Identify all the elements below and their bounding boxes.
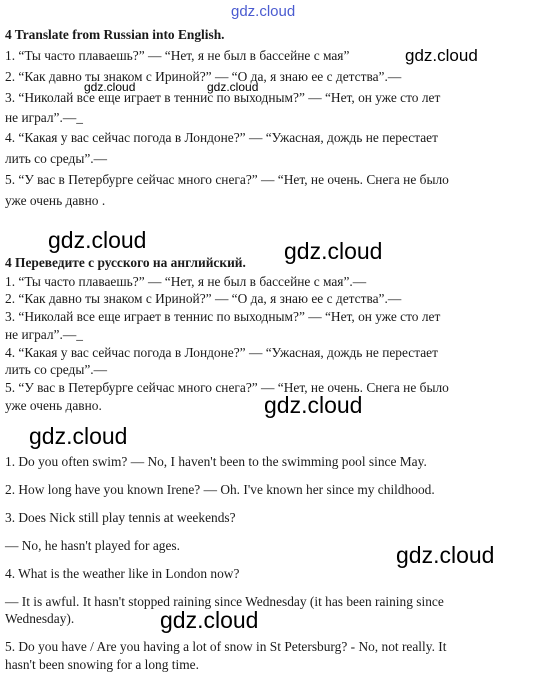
task-line: не играл”.—_ (5, 327, 83, 342)
task-line: уже очень давно. (5, 398, 102, 413)
answer-line: hasn't been snowing for a long time. (5, 657, 199, 672)
answer-line: 3. Does Nick still play tennis at weekends? (5, 510, 236, 525)
watermark: gdz.cloud (48, 227, 147, 253)
watermark-top: gdz.cloud (231, 3, 296, 20)
watermark: gdz.cloud (29, 423, 128, 449)
answer-line: — No, he hasn't played for ages. (5, 538, 180, 553)
watermark: gdz.cloud (405, 46, 478, 65)
answer-line: 2. How long have you known Irene? — Oh. I've known her since my childhood. (5, 482, 435, 497)
task-line: уже очень давно . (5, 193, 106, 208)
watermark: gdz.cloud (284, 238, 383, 264)
section-heading: 4 Translate from Russian into English. (5, 27, 225, 42)
watermark: gdz.cloud (396, 542, 495, 568)
watermark: gdz.cloud (84, 80, 136, 94)
watermark: gdz.cloud (207, 80, 259, 94)
task-line: лить со среды”.— (5, 151, 108, 166)
answer-line: 1. Do you often swim? — No, I haven't been to the swimming pool since May. (5, 454, 427, 469)
task-line: 2. “Как давно ты знаком с Ириной?” — “О да, я знаю ее с детства”.— (5, 291, 402, 306)
task-line: 3. “Николай все еще играет в теннис по выходным?” — “Нет, он уже сто лет (5, 309, 441, 324)
answer-line: — It is awful. It hasn't stopped raining since Wednesday (it has been raining since (5, 594, 444, 609)
answer-line: Wednesday). (5, 611, 75, 626)
task-line: 2. “Как давно ты знаком с Ириной?” — “О да, я знаю ее с детства”.— (5, 69, 402, 84)
task-line: не играл”.—_ (5, 110, 83, 125)
section-heading: 4 Переведите с русского на английский. (5, 255, 246, 270)
task-line: 4. “Какая у вас сейчас погода в Лондоне?” — “Ужасная, дождь не перестает (5, 345, 438, 360)
task-line: 1. “Ты часто плаваешь?” — “Нет, я не был в бассейне с мая”.— (5, 274, 367, 289)
task-line: 4. “Какая у вас сейчас погода в Лондоне?” — “Ужасная, дождь не перестает (5, 130, 438, 145)
task-line: 5. “У вас в Петербурге сейчас много снега?” — “Нет, не очень. Снега не было (5, 380, 449, 395)
answer-line: 5. Do you have / Are you having a lot of snow in St Petersburg? - No, not really. It (5, 639, 447, 654)
watermark: gdz.cloud (264, 392, 363, 418)
task-line: 3. “Николай все еще играет в теннис по выходным?” — “Нет, он уже сто лет (5, 90, 441, 105)
task-line: 1. “Ты часто плаваешь?” — “Нет, я не был в бассейне с мая” (5, 48, 350, 63)
answer-line: 4. What is the weather like in London now? (5, 566, 240, 581)
task-line: 5. “У вас в Петербурге сейчас много снега?” — “Нет, не очень. Снега не было (5, 172, 449, 187)
task-line: лить со среды”.— (5, 362, 108, 377)
watermark: gdz.cloud (160, 607, 259, 633)
